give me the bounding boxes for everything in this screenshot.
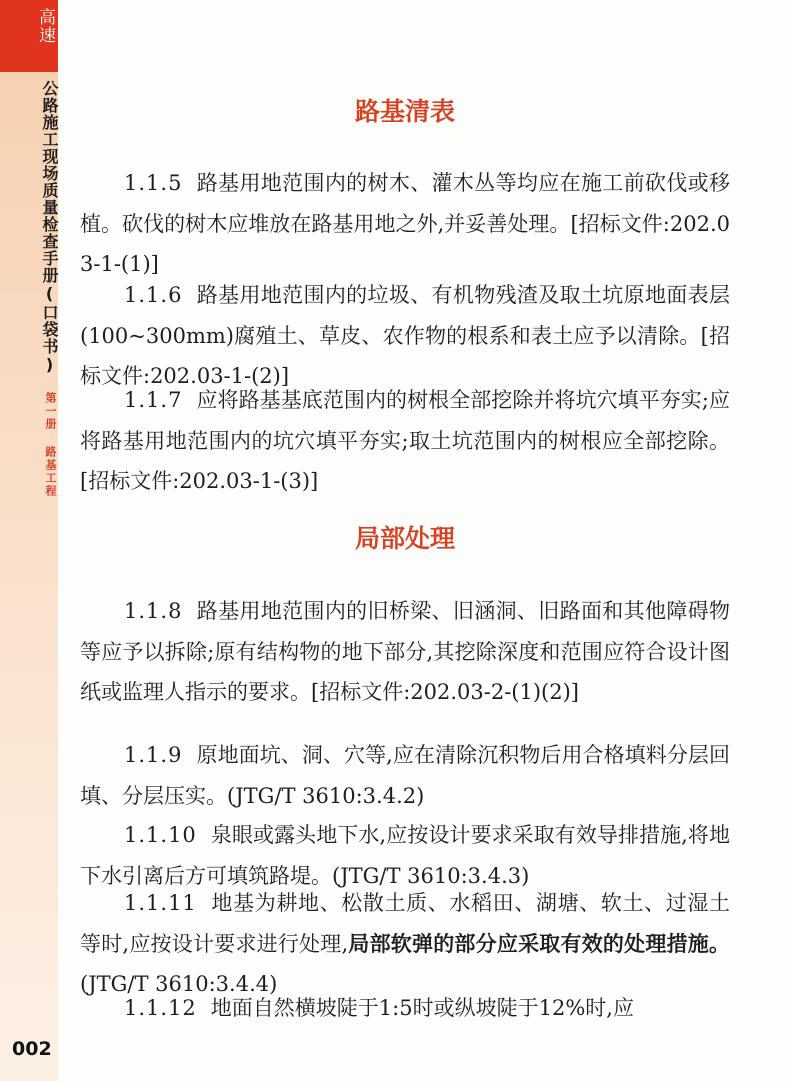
clause-emphasis-text: 局部软弹的部分应采取有效的处理措施。 — [348, 930, 730, 956]
clause-text: 路基用地范围内的旧桥梁、旧涵洞、旧路面和其他障碍物等应予以拆除;原有结构物的地下部分,其挖除深度和范围应符合设计图纸或监理人指示的要求。[招标文件:202.03-2-(1)(2)] — [80, 599, 730, 704]
clause-number: 1.1.7 — [124, 388, 183, 412]
page-number: 002 — [12, 1038, 52, 1060]
clause-paragraph — [80, 883, 730, 1005]
clause-number: 1.1.11 — [124, 891, 197, 915]
clause-paragraph — [80, 988, 730, 1029]
clause-text: 地基为耕地、松散土质、水稻田、湖塘、软土、过湿土等时,应按设计要求进行处理, — [80, 891, 730, 956]
clause-text: 路基用地范围内的树木、灌木丛等均应在施工前砍伐或移植。砍伐的树木应堆放在路基用地之外,并妥善处理。[招标文件:202.03-1-(1)] — [80, 171, 730, 276]
clause-number: 1.1.5 — [124, 171, 183, 195]
clause-text: 应将路基基底范围内的树根全部挖除并将坑穴填平夯实;应将路基用地范围内的坑穴填平夯实;取土坑范围内的树根应全部挖除。[招标文件:202.03-1-(3)] — [80, 388, 730, 493]
clause-number: 1.1.10 — [124, 823, 197, 847]
clause-reference: (JTG/T 3610:3.4.4) — [80, 972, 278, 996]
section-heading: 局部处理 — [354, 524, 455, 553]
spine-top-label: 高速 — [35, 8, 55, 44]
clause-text: 地面自然横坡陡于1:5时或纵坡陡于12%时,应 — [210, 996, 634, 1020]
clause-number: 1.1.6 — [124, 283, 183, 307]
clause-paragraph — [80, 275, 730, 397]
section-heading: 路基清表 — [354, 97, 455, 126]
clause-paragraph — [80, 591, 730, 713]
clause-paragraph — [80, 735, 730, 816]
spine-series-title: 公路施工现场质量检查手册(口袋书) — [40, 80, 59, 375]
clause-text: 泉眼或露头地下水,应按设计要求采取有效导排措施,将地下水引离后方可填筑路堤。(JTG/T 3610:3.4.3) — [80, 823, 730, 888]
book-spine-strip — [0, 0, 58, 1081]
clause-paragraph — [80, 380, 730, 502]
clause-number: 1.1.8 — [124, 599, 183, 623]
clause-text: 路基用地范围内的垃圾、有机物残渣及取土坑原地面表层(100~300mm)腐殖土、草皮、农作物的根系和表土应予以清除。[招标文件:202.03-1-(2)] — [80, 283, 730, 388]
clause-paragraph — [80, 163, 730, 285]
clause-number: 1.1.9 — [124, 743, 183, 767]
clause-number: 1.1.12 — [124, 996, 197, 1020]
spine-volume-label: 第一册 路基工程 — [44, 392, 57, 498]
clause-text: 原地面坑、洞、穴等,应在清除沉积物后用合格填料分层回填、分层压实。(JTG/T 3610:3.4.2) — [80, 743, 730, 808]
